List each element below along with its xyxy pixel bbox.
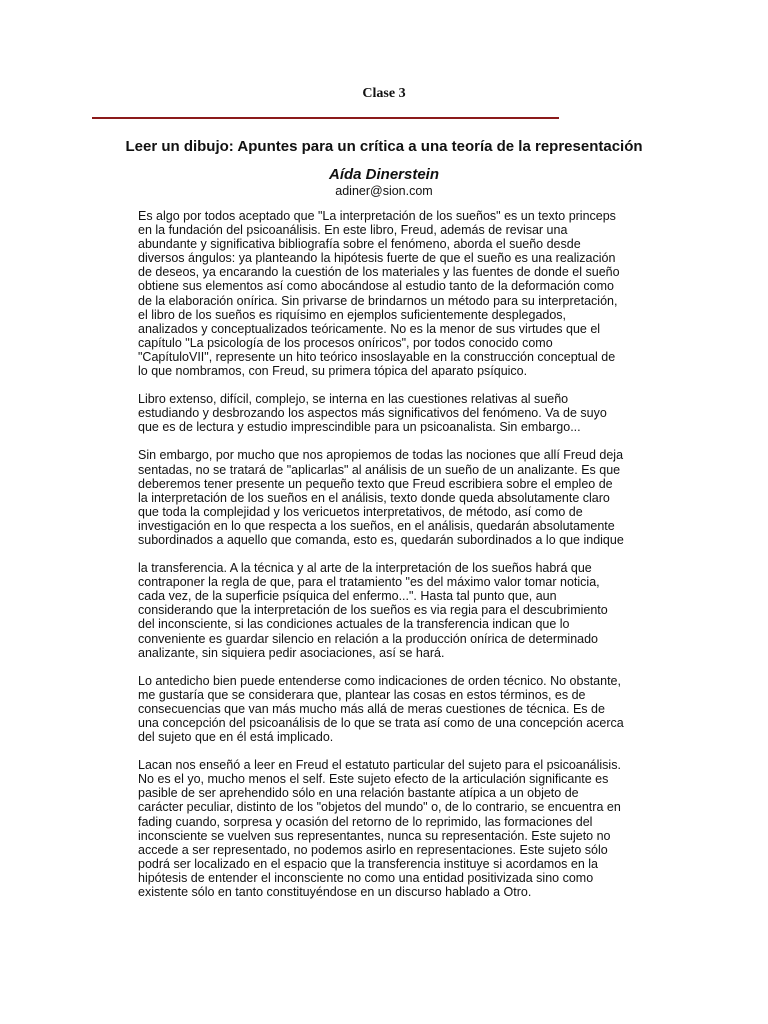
paragraph: la transferencia. A la técnica y al arte de la interpretación de los sueños habrá que contraponer la regla de que, para el tratamiento "es del máximo valor tomar noticia, cada vez, de la superficie psíquica del enfermo...". Hasta tal punto que, aun considerando que la interpretación de los sueños es via regia para el descubrimiento del inconsciente, si las condiciones actuales de la transferencia indican que lo conveniente es guardar silencio en relación a la producción onírica de determinado analizante, sin siquiera pedir asociaciones, así se hará.: [138, 561, 608, 660]
paragraph: Es algo por todos aceptado que "La interpretación de los sueños" es un texto princeps en la fundación del psicoanálisis. En este libro, Freud, además de revisar una abundante y significativa bibliografía sobre el fenómeno, aborda el sueño desde diversos ángulos: ya planteando la hipótesis fuerte de que el sueño es una realización de deseos, ya encarando la cuestión de los materiales y las fuentes de donde el sueño obtiene sus elementos así como abocándose al estudio tanto de la deformación como de la elaboración onírica. Sin privarse de brindarnos un método para su interpretación, el libro de los sueños es riquísimo en ejemplos suficientemente desplegados, analizados y conceptualizados teóricamente. No es la menor de sus virtudes que el capítulo "La psicología de los procesos oníricos", por todos conocido como "CapítuloVII", represente un hito teórico insoslayable en la construcción conceptual de lo que nombramos, con Freud, su primera tópica del aparato psíquico.: [138, 209, 620, 379]
paragraph: Libro extenso, difícil, complejo, se interna en las cuestiones relativas al sueño estudiando y desbrozando los aspectos más significativos del fenómeno. Va de suyo que es de lectura y estudio imprescindible para un psicoanalista. Sin embargo...: [138, 392, 607, 435]
article-author: Aída Dinerstein: [328, 166, 440, 183]
paragraph: Sin embargo, por mucho que nos apropiemos de todas las nociones que allí Freud deja sentadas, no se tratará de "aplicarlas" al análisis de un sueño de un analizante. Es que deberemos tener presente un pequeño texto que Freud escribiera sobre el empleo de la interpretación de los sueños en el análisis, texto donde queda absolutamente claro que toda la complejidad y los vericuetos interpretativos, de método, así como de investigación en lo que respecta a los sueños, en el análisis, quedarán absolutamente subordinados a aquello que comanda, esto es, quedarán subordinados a lo que indique: [138, 448, 624, 547]
article-body: [138, 209, 625, 913]
paragraph: Lacan nos enseñó a leer en Freud el estatuto particular del sujeto para el psicoanálisis. No es el yo, mucho menos el self. Este sujeto efecto de la articulación significante es pasible de ser aprehendido sólo en una relación bastante atípica a un objeto de carácter peculiar, distinto de los "objetos del mundo" o, de lo contrario, se encuentra en fading cuando, sorpresa y ocasión del retorno de lo reprimido, las formaciones del inconsciente se vuelven sus representantes, nunca su representación. Este sujeto no accede a ser representado, no podemos asirlo en representaciones. Este sujeto sólo podrá ser localizado en el espacio que la transferencia instituye si acordamos en la hipótesis de entender el inconsciente no como una entidad positivizada sino como existente sólo en tanto constituyéndose en un discurso hablado a Otro.: [138, 758, 621, 900]
class-label: Clase 3: [362, 86, 406, 101]
author-email: adiner@sion.com: [335, 184, 433, 198]
header-rule: [92, 117, 559, 119]
paragraph: Lo antedicho bien puede entenderse como indicaciones de orden técnico. No obstante, me gustaría que se considerara que, plantear las cosas en estos términos, es de consecuencias que van más mucho más allá de meras cuestiones de técnica. Es de una concepción del psicoanálisis de lo que se trata así como de una concepción acerca del sujeto que en él está implicado.: [138, 673, 624, 745]
article-title: Leer un dibujo: Apuntes para un crítica a una teoría de la representación: [125, 138, 643, 155]
